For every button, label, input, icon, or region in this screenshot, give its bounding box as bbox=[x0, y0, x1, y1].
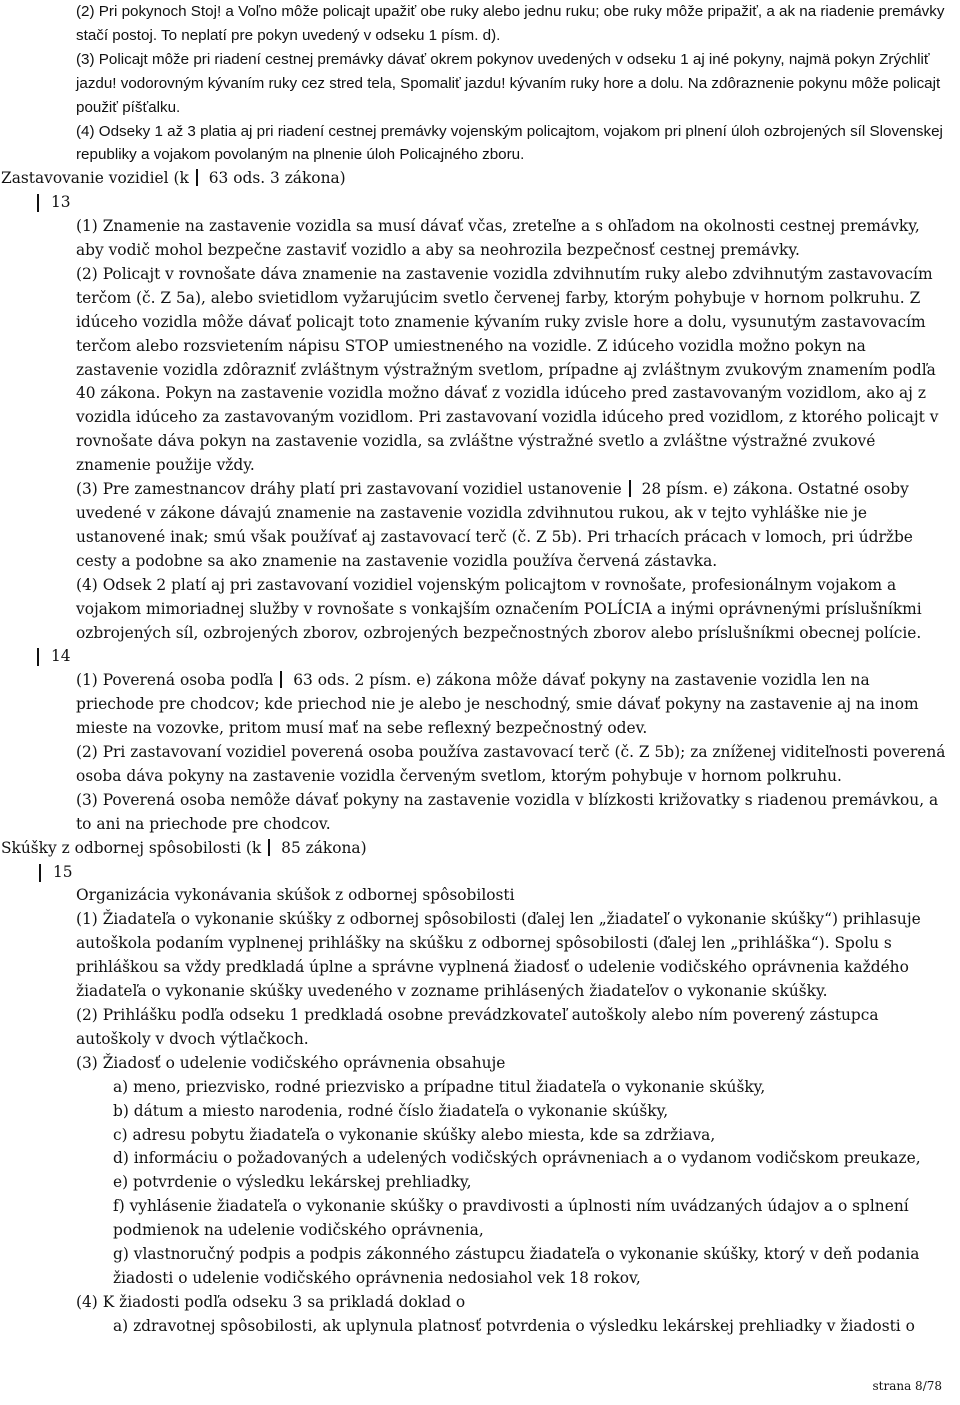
par14-odsek-1 bbox=[0, 669, 960, 741]
par15-odsek-2: (2) Prihlášku podľa odseku 1 predkladá osobne prevádzkovateľ autoškoly alebo ním poverený zástupca autoškoly v dvoch výtlačkoch. bbox=[76, 1006, 879, 1048]
par15-odsek-4: (4) K žiadosti podľa odseku 3 sa prikladá doklad o bbox=[76, 1292, 466, 1311]
paragraph-number-13-label: 13 bbox=[51, 193, 71, 212]
par15-item-d: d) informáciu o požadovaných a udelených vodičských oprávneniach a o vydanom vodičskom preukaze, bbox=[113, 1149, 921, 1168]
paragraph-number-15-label: 15 bbox=[53, 862, 73, 881]
par15-odsek-4-item-a: a) zdravotnej spôsobilosti, ak uplynula platnosť potvrdenia o výsledku lekárskej prehliadky v žiadosti o bbox=[113, 1316, 915, 1335]
paragraph-zrychlit-spomalit: (3) Policajt môže pri riadení cestnej premávky dávať okrem pokynov uvedených v odseku 1 aj iné pokyny, najmä pokyn Zrýchliť jazdu! vodorovným kývaním ruky cez stred tela, Spomaliť jazdu! kývaním ruky hore a dolu. Na zdôraznenie pokynu môže policajt použiť píšťalku. bbox=[76, 50, 941, 116]
section-sign-icon bbox=[629, 480, 640, 497]
par15-odsek-1: (1) Žiadateľa o vykonanie skúšky z odbornej spôsobilosti (ďalej len „žiadateľ o vykonanie skúšky“) prihlasuje autoškola podaním vyplnenej prihlášky na skúšku z odbornej spôsobilosti (ďalej len „prihláška“). Spolu s prihláškou sa vždy predkladá úplne a správne vyplnená žiadosť o udelenie vodičského oprávnenia každého žiadateľa o vykonanie skúšky uvedeného v zozname prihlásených žiadateľov o vykonanie skúšky. bbox=[76, 910, 921, 1001]
par14-odsek-2: (2) Pri zastavovaní vozidiel poverená osoba používa zastavovací terč (č. Z 5b); za zníženej viditeľnosti poverená osoba dáva pokyny na zastavenie vozidla červeným svetlom, ktorým pohybuje v hornom polkruhu. bbox=[76, 743, 946, 785]
par13-odsek-3-b: 28 písm. e) zákona. Ostatné osoby uvedené v zákone dávajú znamenie na zastavenie vozidla zdvihnutou rukou, ak v tejto vyhláške nie je ustanovené inak; smú však používať aj zastavovací terč (č. Z 5b). Pri trhacích prácach v lomoch, pri údržbe cesty a podobne sa ako znamenie na zastavenie vozidla používa červená zástavka. bbox=[76, 480, 913, 570]
par14-odsek-1-b: 63 ods. 2 písm. e) zákona môže dávať pokyny na zastavenie vozidla len na priechode pre chodcov; kde priechod nie je alebo je neschodný, smie dávať pokyny na zastavenie aj na inom mieste na vozovke, pritom musí mať na sebe reflexný bezpečnostný odev. bbox=[76, 671, 919, 738]
paragraph-number-13 bbox=[0, 191, 960, 215]
par15-item-e: e) potvrdenie o výsledku lekárskej prehliadky, bbox=[113, 1173, 472, 1192]
par15-odsek-3: (3) Žiadosť o udelenie vodičského oprávnenia obsahuje bbox=[76, 1053, 506, 1072]
par14-odsek-3: (3) Poverená osoba nemôže dávať pokyny na zastavenie vozidla v blízkosti križovatky s riadenou premávkou, a to ani na priechode pre chodcov. bbox=[76, 790, 939, 833]
par13-odsek-3 bbox=[0, 478, 960, 574]
section-heading-zastavovanie-a: Zastavovanie vozidiel (k bbox=[1, 169, 189, 188]
par13-odsek-4: (4) Odsek 2 platí aj pri zastavovaní vozidiel vojenským policajtom v rovnošate, profesionálnym vojakom a vojakom mimoriadnej služby v rovnošate s vonkajším označením POLÍCIA a inými oprávnenými príslušníkmi ozbrojených síl, ozbrojených zborov, ozbrojených bezpečnostných zborov alebo príslušníkmi obecnej polície. bbox=[76, 575, 922, 642]
par14-odsek-1-a: (1) Poverená osoba podľa bbox=[76, 671, 274, 690]
page-number: strana 8/78 bbox=[872, 1379, 942, 1394]
par13-odsek-1: (1) Znamenie na zastavenie vozidla sa musí dávať včas, zreteľne a s ohľadom na okolnosti cestnej premávky, aby vodič mohol bezpečne zastaviť vozidlo a aby sa neohrozila bezpečnosť cestnej premávky. bbox=[76, 217, 920, 260]
section-sign-icon bbox=[37, 647, 47, 667]
section-heading-skusky-a: Skúšky z odbornej spôsobilosti (k bbox=[1, 838, 262, 857]
par15-item-g: g) vlastnoručný podpis a podpis zákonného zástupcu žiadateľa o vykonanie skúšky, ktorý v deň podania žiadosti o udelenie vodičského oprávnenia nedosiahol vek 18 rokov, bbox=[113, 1245, 920, 1287]
section-sign-icon bbox=[37, 193, 47, 213]
paragraph-vojensky-policajt: (4) Odseky 1 až 3 platia aj pri riadení cestnej premávky vojenským policajtom, vojakom pri plnení úloh ozbrojených síl Slovenskej republiky a vojakom povolaným na plnenie úloh Policajného zboru. bbox=[76, 122, 943, 164]
section-sign-icon bbox=[196, 169, 207, 186]
par13-odsek-3-a: (3) Pre zamestnancov dráhy platí pri zastavovaní vozidiel ustanovenie bbox=[76, 480, 622, 499]
section-heading-zastavovanie bbox=[0, 167, 960, 191]
section-sign-icon bbox=[39, 863, 49, 883]
par15-item-a: a) meno, priezvisko, rodné priezvisko a prípadne titul žiadateľa o vykonanie skúšky, bbox=[113, 1077, 766, 1096]
section-heading-zastavovanie-b: 63 ods. 3 zákona) bbox=[208, 169, 346, 188]
paragraph-number-14 bbox=[0, 645, 960, 669]
par15-item-b: b) dátum a miesto narodenia, rodné číslo žiadateľa o vykonanie skúšky, bbox=[113, 1101, 669, 1120]
par15-item-c: c) adresu pobytu žiadateľa o vykonanie skúšky alebo miesta, kde sa zdržiava, bbox=[113, 1125, 716, 1144]
paragraph-stoj-volno: (2) Pri pokynoch Stoj! a Voľno môže policajt upažiť obe ruky alebo jednu ruku; obe ruky môže pripažiť, a ak na riadenie premávky stačí postoj. To neplatí pre pokyn uvedený v odseku 1 písm. d). bbox=[76, 3, 945, 44]
section-heading-skusky bbox=[0, 837, 960, 861]
paragraph-number-15 bbox=[0, 861, 960, 885]
section-sign-icon bbox=[268, 839, 279, 856]
par13-odsek-2: (2) Policajt v rovnošate dáva znamenie na zastavenie vozidla zdvihnutím ruky alebo zdvihnutým zastavovacím terčom (č. Z 5a), alebo svietidlom vyžarujúcim svetlo červenej farby, ktorým pohybuje v hornom polkruhu. Z idúceho vozidla môže dávať policajt toto znamenie kývaním ruky zvisle hore a dolu, vysunutým zastavovacím terčom alebo rozsvietením nápisu STOP umiestneného na vozidle. Z idúceho vozidla možno pokyn na zastavenie vozidla zdôrazniť zvláštnym výstražným svetlom, prípadne aj zvláštnym zvukovým znamením podľa 40 zákona. Pokyn na zastavenie vozidla možno dávať z vozidla idúceho pred zastavovaným vozidlom, ako aj z vozidla idúceho za zastavovaným vozidlom. Pri zastavovaní vozidla idúceho pred vozidlom, z ktorého policajt v rovnošate dáva pokyn na zastavenie vozidla, sa zvláštne výstražné svetlo a zvláštne výstražné zvukové znamenie použije vždy. bbox=[76, 264, 939, 475]
section-heading-skusky-b: 85 zákona) bbox=[281, 838, 367, 857]
section-sign-icon bbox=[280, 671, 291, 688]
par15-title: Organizácia vykonávania skúšok z odbornej spôsobilosti bbox=[76, 886, 515, 905]
paragraph-number-14-label: 14 bbox=[51, 647, 71, 666]
par15-item-f: f) vyhlásenie žiadateľa o vykonanie skúšky o pravdivosti a úplnosti ním uvádzaných údajov a o splnení podmienok na udelenie vodičského oprávnenia, bbox=[113, 1197, 909, 1240]
